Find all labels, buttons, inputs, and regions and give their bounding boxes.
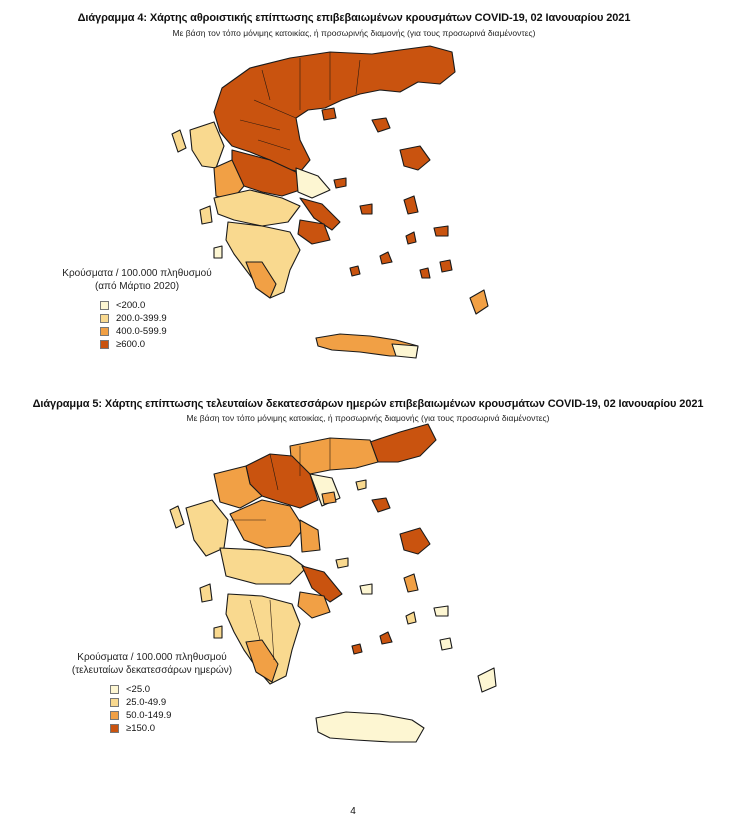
legend1-item bbox=[100, 299, 222, 312]
legend1-swatch-3 bbox=[100, 327, 109, 336]
island-thasos bbox=[322, 108, 336, 120]
legend2-label-3: 50.0-149.9 bbox=[126, 710, 172, 721]
island-kefalonia bbox=[200, 206, 212, 224]
legend2-swatch-2 bbox=[110, 698, 119, 707]
legend1-title: Κρούσματα / 100.000 πληθυσμού bbox=[62, 268, 212, 279]
island-dodecanese-1 bbox=[440, 638, 452, 650]
island-skyros bbox=[360, 584, 372, 594]
island-cyclades-1 bbox=[350, 266, 360, 276]
region-magnesia bbox=[300, 520, 320, 552]
island-lemnos bbox=[372, 118, 390, 132]
legend1-item bbox=[100, 312, 222, 325]
map1-title: Διάγραμμα 4: Χάρτης αθροιστικής επίπτωσης επιβεβαιωμένων κρουσμάτων COVID-19, 02 Ιανουαρίου 2021 bbox=[77, 12, 631, 24]
island-samos bbox=[434, 606, 448, 616]
map1-subtitle: Με βάση τον τόπο μόνιμης κατοικίας, ή προσωρινής διαμονής (για τους προσωρινά διαμένοντες) bbox=[172, 28, 536, 38]
legend2-item bbox=[110, 683, 252, 696]
map2-subtitle: Με βάση τον τόπο μόνιμης κατοικίας, ή προσωρινής διαμονής (για τους προσωρινά διαμένοντες) bbox=[186, 413, 550, 423]
island-cyclades-1 bbox=[352, 644, 362, 654]
island-lemnos bbox=[372, 498, 390, 512]
legend2-label-2: 25.0-49.9 bbox=[126, 697, 167, 708]
legend2-item bbox=[110, 696, 252, 709]
island-samothraki bbox=[356, 480, 366, 490]
island-sporades bbox=[334, 178, 346, 188]
island-thasos bbox=[322, 492, 336, 504]
island-sporades bbox=[336, 558, 348, 568]
island-lesvos bbox=[400, 528, 430, 554]
region-crete bbox=[316, 712, 424, 742]
legend2-label-4: ≥150.0 bbox=[126, 723, 155, 734]
legend1-label-2: 200.0-399.9 bbox=[116, 313, 167, 324]
island-corfu bbox=[170, 506, 184, 528]
island-samos bbox=[434, 226, 448, 236]
island-cyclades-2 bbox=[380, 632, 392, 644]
legend1-label-1: <200.0 bbox=[116, 300, 146, 311]
legend2-label-1: <25.0 bbox=[126, 684, 151, 695]
legend2-swatch-3 bbox=[110, 711, 119, 720]
map1-legend bbox=[52, 267, 222, 351]
legend1-label-4: ≥600.0 bbox=[116, 339, 145, 350]
island-cyclades-4 bbox=[420, 268, 430, 278]
island-lesvos bbox=[400, 146, 430, 170]
legend2-swatch-1 bbox=[110, 685, 119, 694]
legend1-label-3: 400.0-599.9 bbox=[116, 326, 167, 337]
island-skyros bbox=[360, 204, 372, 214]
island-corfu bbox=[172, 130, 186, 152]
island-chios bbox=[404, 196, 418, 214]
legend1-swatch-2 bbox=[100, 314, 109, 323]
legend2-item bbox=[110, 709, 252, 722]
region-central-greece bbox=[214, 190, 300, 226]
island-chios bbox=[404, 574, 418, 592]
legend2-title: Κρούσματα / 100.000 πληθυσμού bbox=[77, 652, 227, 663]
island-zakynthos bbox=[214, 626, 222, 638]
legend2-swatch-4 bbox=[110, 724, 119, 733]
map2-legend bbox=[52, 651, 252, 735]
legend2-item bbox=[110, 722, 252, 735]
page-number: 4 bbox=[350, 806, 356, 817]
legend1-swatch-1 bbox=[100, 301, 109, 310]
legend1-item bbox=[100, 338, 222, 351]
region-thrace bbox=[370, 424, 436, 462]
region-crete-east bbox=[392, 344, 418, 358]
legend1-subtitle: (από Μάρτιο 2020) bbox=[94, 281, 180, 292]
island-rhodes bbox=[470, 290, 488, 314]
island-cyclades-3 bbox=[406, 612, 416, 624]
island-dodecanese-1 bbox=[440, 260, 452, 272]
island-zakynthos bbox=[214, 246, 222, 258]
island-kefalonia bbox=[200, 584, 212, 602]
island-cyclades-2 bbox=[380, 252, 392, 264]
island-rhodes bbox=[478, 668, 496, 692]
legend1-item bbox=[100, 325, 222, 338]
legend1-swatch-4 bbox=[100, 340, 109, 349]
island-cyclades-3 bbox=[406, 232, 416, 244]
map2-title: Διάγραμμα 5: Χάρτης επίπτωσης τελευταίων δεκατεσσάρων ημερών επιβεβαιωμένων κρουσμάτων COVID-19, 02 Ιανουαρίου 2021 bbox=[32, 398, 704, 410]
region-central-greece bbox=[220, 548, 306, 584]
region-magnesia bbox=[296, 168, 330, 198]
legend2-subtitle: (τελευταίων δεκατεσσάρων ημερών) bbox=[71, 665, 233, 676]
